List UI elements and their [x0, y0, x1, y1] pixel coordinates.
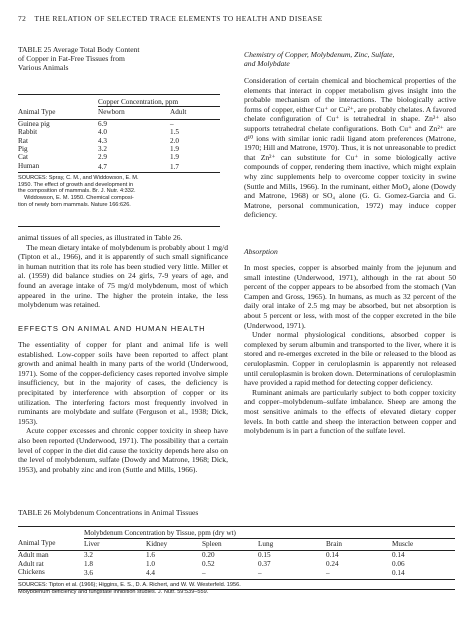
table26-bottom-rule: [18, 589, 455, 590]
cell: 2.0: [170, 136, 179, 145]
table25-sources: [18, 175, 220, 208]
left-column-bottom: [18, 340, 228, 474]
cell: 1.6: [146, 551, 155, 560]
source-line: tion of newly born mammals. Nature 166:626.: [18, 201, 131, 208]
cell: 4.0: [98, 128, 107, 137]
table25-caption: [18, 45, 140, 73]
cell: Guinea pig: [18, 119, 50, 128]
table-row: [18, 568, 455, 579]
cell: –: [326, 569, 330, 578]
section-heading: EFFECTS ON ANIMAL AND HUMAN HEALTH: [18, 324, 206, 333]
right-column-chemistry: [244, 76, 456, 220]
table25-col-newborn: Newborn: [98, 107, 170, 119]
running-header: [18, 14, 323, 23]
paragraph: The essentiality of copper for plant and animal life is well established. Low-copper soils have been reported to affect plant growth and animal health in many parts of the world (Underwood, 1971). Some of the copper-deficiency cases reported involve simple insufficiency, but in the majority of cases, the deficiency is precipitated by interference with absorption of copper or its utilization. The interfering factors most frequently involved in ruminants are molybdate and sulfate (Ferguson et al., 1938; Dick, 1953).: [18, 340, 228, 426]
table-row: [18, 119, 220, 128]
source-line: SOURCES: Spray, C. M., and Widdowson, E. M.: [18, 175, 139, 182]
table-row: [18, 153, 220, 161]
table25-group-header: Copper Concentration, ppm: [98, 98, 179, 106]
table26-col-header: Lung: [258, 538, 326, 551]
cell: 0.24: [326, 559, 339, 568]
table26-caption: TABLE 26 Molybdenum Concentrations in Animal Tissues: [18, 508, 199, 517]
paragraph: The mean dietary intake of molybdenum is probably about 1 mg/d (Tipton et al., 1966), and it is apparently of such small significance in human nutrition that its role has been studied very little. Miller et al. (1959) did balance studies on 24 girls, 7-9 years of age, and found an average intake of 75 mg/d molybdenum, most of which appeared in the urine. The higher the protein intake, the less molybdenum was retained.: [18, 242, 228, 310]
right-column-absorption: [244, 263, 456, 436]
cell: 0.20: [202, 551, 215, 560]
cell: 3.6: [84, 569, 93, 578]
paragraph: Under normal physiological conditions, absorbed copper is complexed by serum albumin and transported to the liver, where it is stored and re-emerges excreted in the bile or released to the blood as ceruloplasmin. Copper in ceruloplasmin is apparently not released until ceruloplasmin is broken down. Determinations of ceruloplasmin have provided a rapid method for detecting copper deficiency.: [244, 330, 456, 388]
source-line: the composition of mammals. Br. J. Nutr. 4:332.: [18, 188, 136, 195]
table25-col-adult: Adult: [170, 107, 220, 119]
cell: 3.2: [98, 145, 107, 154]
paragraph: Ruminant animals are particularly subject to both copper toxicity and copper–molybdenum–sulfate imbalance. Sheep are among the most sensitive animals to the effects of elevated dietary copper levels. In both cattle and sheep the interaction between copper and molybdenum is in part a function of the sulfate level.: [244, 387, 456, 436]
table25-caption-line: Various Animals: [18, 63, 69, 73]
left-column-top: [18, 233, 228, 310]
table26-group-header: Molybdenum Concentration by Tissue, ppm (dry wt): [84, 529, 236, 537]
subheading-line: and Molybdate: [244, 59, 290, 69]
source-line: SOURCES: Tipton et al. (1966); Higgins, E. S., D. A. Richert, and W. W. Westerfeld. 1956.: [18, 581, 241, 588]
cell: Pig: [18, 145, 28, 154]
cell: 1.9: [170, 153, 179, 162]
source-line: Widdowson, E. M. 1950. Chemical composi-: [24, 195, 134, 202]
cell: 1.7: [170, 162, 179, 171]
table26: [18, 526, 455, 595]
cell: 0.14: [326, 551, 339, 560]
cell: 0.14: [392, 551, 405, 560]
table26-col-header: Spleen: [202, 538, 258, 551]
table26-col-header: Animal Type: [18, 538, 56, 547]
paragraph: Consideration of certain chemical and biochemical properties of the elements that interact in copper metabolism gives insight into the probable mechanism of the interactions. The biologically active forms of copper, either Cu⁺ or Cu²⁺, are probably chelates. A favored chelate configuration of Cu⁺ is tetrahedral in shape. Zn²⁺ also supports tetrahedral chelate configurations. Both Cu⁺ and Zn²⁺ are d¹⁰ ions with similar ionic radii ligand atom preferences (Matrone, 1970; Hill and Matrone, 1970). Thus, it is not unreasonable to predict that Zn²⁺ can substitute for Cu⁺ in some biologically active compounds of copper, rendering them inactive, which might explain why zinc supplements help to overcome copper toxicity in swine (Suttle and Mills, 1966). In the ruminant, either MoO₄ alone (Dowdy and Matrone, 1968) or SO₄ alone (G. G. Gomez-Garcia and G. Matrone, personal communication, 1972) may induce copper deficiency.: [244, 76, 456, 220]
source-line: 1950. The effect of growth and development in: [18, 181, 134, 188]
paragraph: In most species, copper is absorbed mainly from the jejunum and small intestine (Underwood, 1971), although in the rat about 50 percent of the copper appears to be absorbed from the stomach (Van Campen and Gross, 1965). In humans, as much as 32 percent of the daily oral intake of 2.5 mg may be absorbed, but net absorption is about 5 percent or less, with most of the copper excreted in the bile (Underwood, 1971).: [244, 263, 456, 330]
cell: 1.9: [170, 145, 179, 154]
cell: 0.14: [392, 569, 405, 578]
cell: 4.7: [98, 162, 107, 171]
table25-col-animal: Animal Type: [18, 107, 56, 116]
cell: 1.0: [146, 559, 155, 568]
cell: Adult man: [18, 551, 49, 560]
table26-col-header: Kidney: [146, 538, 202, 551]
cell: 0.15: [258, 551, 271, 560]
cell: –: [258, 569, 262, 578]
paragraph: animal tissues of all species, as illustrated in Table 26.: [18, 233, 183, 242]
cell: Cat: [18, 153, 28, 162]
table-row: [18, 128, 220, 136]
table25-bottom-rule: [18, 226, 220, 227]
cell: Human: [18, 161, 40, 170]
page-number: 72: [18, 14, 27, 23]
cell: Rat: [18, 136, 28, 145]
table25-caption-line: of Copper in Fat-Free Tissues from: [18, 54, 125, 64]
cell: 4.3: [98, 136, 107, 145]
subheading-chemistry: [244, 50, 456, 68]
subheading-absorption: Absorption: [244, 247, 278, 256]
table-row: [18, 551, 455, 560]
table-row: [18, 137, 220, 145]
table25: [18, 94, 220, 208]
cell: 0.37: [258, 559, 271, 568]
cell: 2.9: [98, 153, 107, 162]
cell: 6.9: [98, 119, 107, 128]
cell: 1.5: [170, 128, 179, 137]
cell: 0.06: [392, 559, 405, 568]
cell: 4.4: [146, 569, 155, 578]
table-row: [18, 560, 455, 569]
table-row: [18, 145, 220, 153]
table26-col-header: Brain: [326, 538, 392, 551]
cell: Adult rat: [18, 559, 44, 568]
table25-caption-line: TABLE 25 Average Total Body Content: [18, 45, 140, 54]
paragraph: Acute copper excesses and chronic copper toxicity in sheep have also been reported (Underwood, 1971). The possibility that a certain level of copper in the diet did cause the toxicity depends here also on the level of molybdenum, sulfate (Dowdy and Matrone, 1968; Dick, 1953), and probably zinc and iron (Suttle and Mills, 1966).: [18, 426, 228, 474]
running-title: THE RELATION OF SELECTED TRACE ELEMENTS TO HEALTH AND DISEASE: [34, 14, 323, 23]
table26-col-header: Liver: [84, 538, 146, 551]
cell: 0.52: [202, 559, 215, 568]
subheading-line: Chemistry of Copper, Molybdenum, Zinc, Sulfate,: [244, 50, 395, 59]
table-row: [18, 162, 220, 173]
cell: Rabbit: [18, 128, 38, 137]
cell: 1.8: [84, 559, 93, 568]
cell: 3.2: [84, 551, 93, 560]
cell: –: [202, 569, 206, 578]
table26-col-header: Muscle: [392, 538, 455, 551]
source-line: Molybdenum deficiency and tungstate inhibition studies. J. Nutr. 59:539–559.: [18, 588, 209, 595]
cell: –: [170, 119, 174, 128]
cell: Chickens: [18, 568, 45, 577]
